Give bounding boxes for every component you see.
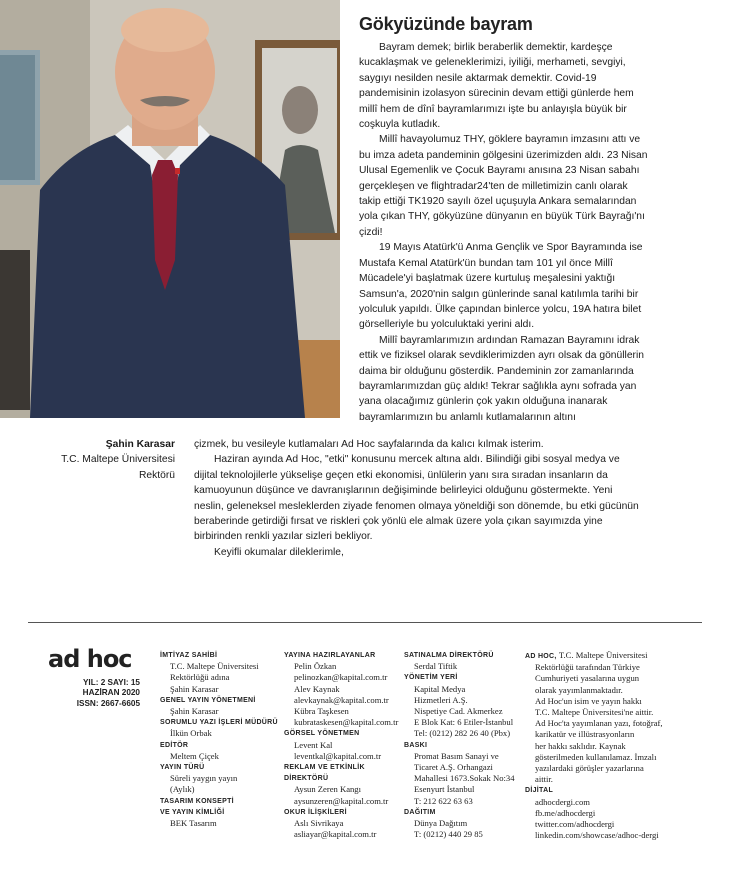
masthead-value: leventkal@kapital.com.tr <box>294 750 382 761</box>
masthead-value: pelinozkan@kapital.com.tr <box>294 672 388 683</box>
masthead-column-2 <box>284 650 404 840</box>
masthead-value: Tel: (0212) 282 26 40 (Pbx) <box>414 728 511 739</box>
masthead-value: Şahin Karasar <box>170 683 219 694</box>
continuation-line: çizmek, bu vesileyle kutlamaları Ad Hoc sayfalarında da kalıcı kılmak isterim. <box>194 439 544 450</box>
masthead-value: Pelin Özkan <box>294 661 337 672</box>
masthead-value: aysunzeren@kapital.com.tr <box>294 795 389 806</box>
masthead-value: Serdal Tiftik <box>414 661 458 672</box>
masthead-value: olarak yayımlanmaktadır. <box>535 684 623 695</box>
masthead-value: BEK Tasarım <box>170 818 217 829</box>
masthead-column-1 <box>160 650 280 829</box>
article-title: Gökyüzünde bayram <box>359 14 533 34</box>
masthead-heading: SORUMLU YAZI İŞLERİ MÜDÜRÜ <box>160 719 278 727</box>
masthead-value: Aslı Sivrikaya <box>294 818 344 829</box>
masthead-value: Meltem Çiçek <box>170 750 219 761</box>
masthead-value: Levent Kal <box>294 739 333 750</box>
masthead-heading: YAYIN TÜRÜ <box>160 764 205 772</box>
masthead-value: yazılardaki görüşler yazarlarına <box>535 763 644 774</box>
paragraph-1: Bayram demek; birlik beraberlik demektir, kardeşçe kucaklaşmak ve geleneklerimizi, iyiliği, merhameti, sevgiyi, saygıyı nesilden nesile aktarmak demektir. Covid-19 pandemisinin izolasyon sürecinin devam ettiği günlerde hem millî hem de dînî bayramlarımızı işte bu anlayışla büyük bir coşkuyla kutladık. <box>359 42 634 131</box>
masthead-value: Rektörlüğü adına <box>170 672 230 683</box>
issue-line: YIL: 2 SAYI: 15 <box>82 678 140 687</box>
masthead-heading: YAYINA HAZIRLAYANLAR <box>284 652 376 659</box>
masthead-heading <box>525 650 675 662</box>
signer-block <box>30 437 175 483</box>
paragraph-5: Haziran ayında Ad Hoc, "etki" konusunu mercek altına aldı. Bilindiği gibi sosyal medya ve dijital teknolojilerle yükselişe geçen etki ekonomisi, ünlülerin yanı sıra sıradan insanların da kamuoyunun düşünce ve davranışlarının değişiminde belirleyici olduğunu göstermekte. Yeni neslin, geleneksel mesleklerden ziyade fenomen olmaya yöneldiği son dönemde, bu etki gücünün beraberinde getirdiği fırsat ve riskleri çok yönlü ele almak üzere yola çıkan sayımızda yine birbirinden renkli yazılar sizleri bekliyor. <box>194 454 639 543</box>
masthead-value: İlkün Orbak <box>170 728 212 739</box>
masthead-value: Ticaret A.Ş. Orhangazi <box>414 762 493 773</box>
signer-name: Şahin Karasar <box>105 439 175 450</box>
masthead-value: T: 212 622 63 63 <box>414 795 473 806</box>
masthead-value: Şahin Karasar <box>170 706 219 717</box>
masthead-heading: İMTİYAZ SAHİBİ <box>160 652 218 659</box>
masthead-value: Nispetiye Cad. Akmerkez <box>414 706 503 717</box>
portrait-photo <box>0 0 340 418</box>
masthead-value: Rektörlüğü tarafından Türkiye <box>535 662 640 673</box>
masthead-value: fb.me/adhocdergi <box>535 807 596 818</box>
masthead-value: Esenyurt İstanbul <box>414 784 475 795</box>
masthead-value: Ad Hoc'ta yayımlanan yazı, fotoğraf, <box>535 718 663 729</box>
issn-line: ISSN: 2667-6605 <box>76 698 140 708</box>
issue-info <box>48 678 140 709</box>
masthead-value: T: (0212) 440 29 85 <box>414 829 483 840</box>
article-body <box>359 40 651 425</box>
masthead-value: Kübra Taşkesen <box>294 706 349 717</box>
masthead-value: Ad Hoc'un isim ve yayın hakkı <box>535 695 642 706</box>
masthead-value: Kapital Medya <box>414 683 466 694</box>
masthead-heading: DİREKTÖRÜ <box>284 775 329 783</box>
masthead-heading: OKUR İLİŞKİLERİ <box>284 808 347 816</box>
masthead-value: alevkaynak@kapital.com.tr <box>294 694 389 705</box>
masthead-value: adhocdergi.com <box>535 796 590 807</box>
masthead-value: gösterilmeden kullanılamaz. İmzalı <box>535 751 657 762</box>
masthead-value: Aysun Zeren Kangı <box>294 784 361 795</box>
masthead-inline-value: T.C. Maltepe Üniversitesi <box>558 650 648 660</box>
masthead-heading: DAĞITIM <box>404 808 436 816</box>
masthead-value: Promat Basım Sanayi ve <box>414 750 499 761</box>
closing-line: Keyifli okumalar dileklerimle, <box>214 546 344 558</box>
masthead-heading: YÖNETİM YERİ <box>404 674 458 682</box>
paragraph-3: 19 Mayıs Atatürk'ü Anma Gençlik ve Spor Bayramında ise Mustafa Kemal Atatürk'ün bundan tam 101 yıl önce Millî Mücadele'yi başlatmak üzere kurtuluş meşalesini yaktığı Samsun'a, 2020'nin salgın günlerinde sanal katılımla tarihi bir yolculuk yapıldı. Ülke çapından binlerce yolcu, 19A hatıra bilet görselleriyle bu yolculuktaki yerini aldı. <box>359 242 643 331</box>
masthead-value: linkedin.com/showcase/adhoc-dergi <box>535 830 659 841</box>
masthead-heading: GÖRSEL YÖNETMEN <box>284 730 360 738</box>
masthead-value: Mahallesi 1673.Sokak No:34 <box>414 773 515 784</box>
masthead-value: twitter.com/adhocdergi <box>535 819 615 830</box>
masthead-value: T.C. Maltepe Üniversitesi <box>170 661 259 672</box>
masthead-heading: GENEL YAYIN YÖNETMENİ <box>160 696 256 704</box>
masthead-heading: REKLAM VE ETKİNLİK <box>284 764 365 772</box>
masthead-value: aittir. <box>535 774 553 785</box>
masthead-value: karikatür ve illüstrasyonların <box>535 729 635 740</box>
masthead-value: her hakkı saklıdır. Kaynak <box>535 740 626 751</box>
date-line: HAZİRAN 2020 <box>82 688 140 698</box>
masthead-value: E Blok Kat: 6 Etiler-İstanbul <box>414 717 514 728</box>
masthead-column-3 <box>404 650 522 840</box>
masthead-heading: VE YAYIN KİMLİĞİ <box>160 808 225 816</box>
masthead-column-4 <box>525 650 675 841</box>
masthead-divider <box>28 622 702 623</box>
masthead-value: T.C. Maltepe Üniversitesi'ne aittir. <box>535 707 654 718</box>
masthead-value: Alev Kaynak <box>294 683 340 694</box>
masthead-heading: DİJİTAL <box>525 787 554 795</box>
adhoc-logo: ad hoc <box>48 645 132 673</box>
paragraph-2: Millî havayolumuz THY, göklere bayramın imzasını attı ve bu imza adeta pandeminin gölgesini üzerimizden aldı. 23 Nisan Ulusal Egemenlik ve Çocuk Bayramı anısına 23 Nisan sabahı gerçekleşen ve flightradar24'ten de milletimizin canlı olarak takip ettiği TK1920 sayılı özel uçuşuyla Ankara semalarından yola çıkan THY, gökyüzüne dünyanın en büyük Türk Bayrağı'nı çizdi! <box>359 134 648 238</box>
masthead-value: asliayar@kapital.com.tr <box>294 829 377 840</box>
masthead-heading-label: AD HOC, <box>525 653 557 660</box>
article-continuation <box>194 437 644 560</box>
masthead-value: (Aylık) <box>170 784 195 795</box>
masthead-value: kubrataskesen@kapital.com.tr <box>294 717 399 728</box>
masthead-heading: BASKI <box>404 741 428 749</box>
masthead-heading: TASARIM KONSEPTİ <box>160 797 234 805</box>
signer-org: T.C. Maltepe Üniversitesi <box>61 454 175 466</box>
signer-title: Rektörü <box>138 469 175 481</box>
masthead-heading: SATINALMA DİREKTÖRÜ <box>404 652 494 659</box>
masthead-value: Süreli yaygın yayın <box>170 773 238 784</box>
paragraph-4: Millî bayramlarımızın ardından Ramazan Bayramını idrak ettik ve fiziksel olarak sevdiklerimizden ayrı olsak da gönüllerin daima bir olduğunu gösterdik. Pandeminin zor zamanlarında bayramlarımızdan güç aldık! Tekrar sağlıkla aynı sofrada yan yana olacağımız günlerin çok yakın olduğuna inanarak bayramlarımızın bu anlamlı kutlamalarının altını <box>359 334 645 423</box>
masthead-value: Dünya Dağıtım <box>414 818 468 829</box>
masthead-heading: EDİTÖR <box>160 741 189 749</box>
masthead-value: Hizmetleri A.Ş. <box>414 694 468 705</box>
masthead-value: Cumhuriyeti yasalarına uygun <box>535 673 640 684</box>
